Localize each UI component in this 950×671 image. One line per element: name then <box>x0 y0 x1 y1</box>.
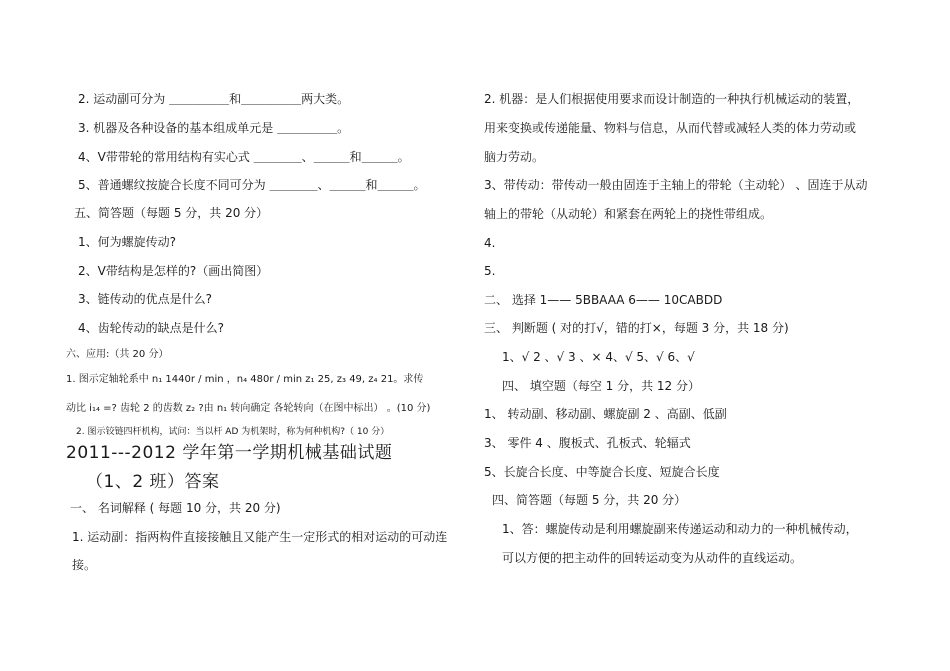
section-3-heading: 三、 判断题 ( 对的打√，错的打×，每题 3 分，共 18 分) <box>484 321 789 335</box>
question-2: 2. 运动副可分为 ＿＿＿＿＿和＿＿＿＿＿两大类。 <box>78 92 350 106</box>
short-answer-1-line-2: 可以方便的把主动件的回转运动变为从动件的直线运动。 <box>502 551 803 565</box>
answer-title: 2011---2012 学年第一学期机械基础试题 <box>66 443 393 463</box>
answer-4: 4. <box>484 236 496 250</box>
fill-answer-5: 5、长旋合长度、中等旋合长度、短旋合长度 <box>484 465 720 479</box>
short-question-3: 3、链传动的优点是什么? <box>78 292 213 306</box>
short-question-4: 4、齿轮传动的缺点是什么? <box>78 321 225 335</box>
answer-subtitle: （1、2 班）答案 <box>86 472 220 492</box>
section-4b-heading: 四、简答题（每题 5 分，共 20 分） <box>492 493 687 507</box>
answer-1-line-2: 接。 <box>72 558 97 572</box>
short-question-1: 1、何为螺旋传动? <box>78 235 177 249</box>
question-3: 3. 机器及各种设备的基本组成单元是 ＿＿＿＿＿。 <box>78 121 350 135</box>
answer-2-line-3: 脑力劳动。 <box>484 150 545 164</box>
question-4: 4、V带带轮的常用结构有实心式 ＿＿＿＿、＿＿＿和＿＿＿。 <box>78 150 410 164</box>
answer-2-line-1: 2. 机器：是人们根据使用要求而设计制造的一种执行机械运动的装置， <box>484 92 860 106</box>
question-5: 5、普通螺纹按旋合长度不同可分为 ＿＿＿＿、＿＿＿和＿＿＿。 <box>78 178 426 192</box>
section-5-heading: 五、简答题（每题 5 分，共 20 分） <box>74 206 269 220</box>
application-1-line-1: 1. 图示定轴轮系中 n₁ 1440r / min ，n₄ 480r / min z₁ 25, z₃ 49, z₄ 21。求传 <box>66 374 424 385</box>
application-2: 2. 图示铰链四杆机构，试问：当以杆 AD 为机架时，称为何种机构?（ 10 分） <box>76 427 390 437</box>
short-question-2: 2、V带结构是怎样的?（画出简图） <box>78 264 269 278</box>
section-4-heading: 四、 填空题（每空 1 分，共 12 分） <box>502 379 700 393</box>
short-answer-1-line-1: 1、答：螺旋传动是利用螺旋副来传递运动和动力的一种机械传动， <box>502 522 858 536</box>
answer-5: 5. <box>484 264 496 278</box>
answer-1-line-1: 1. 运动副：指两构件直接接触且又能产生一定形式的相对运动的可动连 <box>72 530 448 544</box>
judgement-answers: 1、√ 2 、√ 3 、× 4、√ 5、√ 6、√ <box>502 350 695 364</box>
application-1-line-2: 动比 i₁₄ =? 齿轮 2 的齿数 z₂ ?由 n₁ 转向确定 各轮转向（在图中标出） 。(10 分) <box>66 403 431 414</box>
fill-answer-1: 1、 转动副、移动副、螺旋副 2 、高副、低副 <box>484 407 727 421</box>
section-2-choice-answers: 二、 选择 1—— 5BBAAA 6—— 10CABDD <box>484 293 723 307</box>
answer-2-line-2: 用来变换或传递能量、物料与信息，从而代替或减轻人类的体力劳动或 <box>484 121 857 135</box>
answer-3-line-1: 3、带传动：带传动一般由固连于主轴上的带轮（主动轮） 、固连于从动 <box>484 178 868 192</box>
answer-3-line-2: 轴上的带轮（从动轮）和紧套在两轮上的挠性带组成。 <box>484 207 773 221</box>
answer-section-1-heading: 一、 名词解释 ( 每题 10 分，共 20 分) <box>70 501 281 515</box>
section-6-heading: 六、应用:（共 20 分） <box>66 349 169 360</box>
fill-answer-3: 3、 零件 4 、腹板式、孔板式、轮辐式 <box>484 436 691 450</box>
